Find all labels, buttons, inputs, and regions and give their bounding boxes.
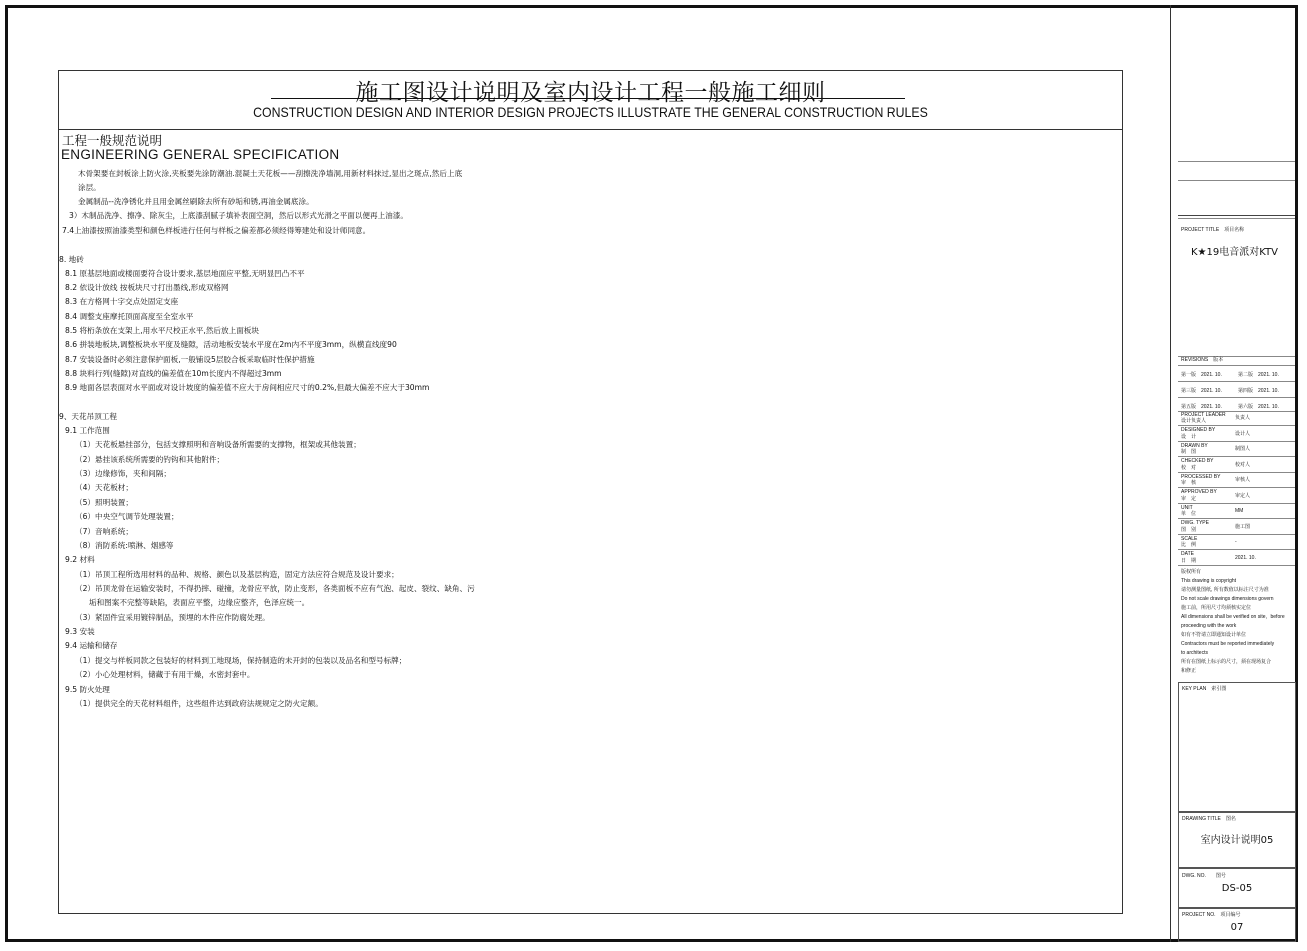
tb-divider <box>1178 456 1295 457</box>
sheet-drawing-title: 室内设计说明05 <box>1200 835 1274 846</box>
row-label-en: APPROVED BY <box>1181 489 1217 495</box>
spec-line: （1）提交与样板同款之包装好的材料到工地现场，保持制造的未开封的包装以及品名和型号标牌； <box>75 656 407 665</box>
row-value: 审核人 <box>1235 477 1251 483</box>
row-value: 制图人 <box>1235 446 1251 452</box>
spec-line: 木骨架要在封板涂上防火涂,夹板要先涂防潮油.混凝土天花板——刮擦洗净墙洞,用新材料抹过,显出之斑点,然后上底 <box>78 169 463 178</box>
spec-line: （1）吊顶工程所选用材料的品种、规格、颜色以及基层构造，固定方法应符合规范及设计要求； <box>75 570 399 579</box>
row-label-cn: 校 对 <box>1181 465 1197 471</box>
note-line: All dimensions shall be verified on site，before <box>1181 614 1285 620</box>
revision-entry: 第五版 2021. 10. <box>1181 404 1222 410</box>
row-label-cn: 审 核 <box>1181 480 1197 486</box>
spec-line: （1）提供完全的天花材料组件，这些组件达到政府法规规定之防火定额。 <box>75 699 323 708</box>
spec-line: （4）天花板材； <box>75 483 133 492</box>
note-line: This drawing is copyright <box>1181 578 1237 584</box>
spec-line: 8.1 原基层地面或楼面要符合设计要求,基层地面应平整,无明显凹凸不平 <box>65 269 305 278</box>
spec-line: （5）照明装置； <box>75 498 133 507</box>
tb-divider <box>1178 161 1295 162</box>
tb-divider <box>1178 518 1295 519</box>
note-line: to architects <box>1181 650 1208 656</box>
spec-line: 8.8 块料行列(缝隙)对直线的偏差值在10m长度内不得超过3mm <box>65 369 282 378</box>
tb-divider <box>1178 549 1295 550</box>
spec-line: 8.6 拼装地板块,调整板块水平度及缝隙，活动地板安装水平度在2m内不平度3mm，纵横直线度90 <box>65 340 397 349</box>
spec-heading-cn: 工程一般规范说明 <box>62 133 163 148</box>
key-plan-box <box>1178 682 1296 812</box>
tb-divider <box>1178 218 1295 219</box>
spec-line: （2）悬挂该系统所需要的钓钩和其他附件； <box>75 455 225 464</box>
row-label-cn: 图 别 <box>1181 527 1197 533</box>
spec-line: 9.5 防火处理 <box>65 685 110 694</box>
row-value: 审定人 <box>1235 493 1251 499</box>
row-label-cn: 比 例 <box>1181 542 1197 548</box>
row-label-en: DATE <box>1181 551 1194 557</box>
row-label-cn: 设 计 <box>1181 434 1197 440</box>
note-line: 版权所有 <box>1181 569 1202 575</box>
spec-line: （6）中央空气调节处理装置； <box>75 512 179 521</box>
spec-line: （3）紧固件宜采用镀锌制品，预埋的木件应作防腐处理。 <box>75 613 270 622</box>
row-label-cn: 设计负责人 <box>1181 418 1207 424</box>
key-plan-label: KEY PLAN 索引图 <box>1182 686 1227 692</box>
spec-line: 9.2 材料 <box>65 555 95 564</box>
spec-line: 8.4 调整支座摩托顶面高度至全室水平 <box>65 312 194 321</box>
row-label-cn: 日 期 <box>1181 558 1197 564</box>
spec-line: 垢和图案不完整等缺陷，表面应平整，边缘应整齐，色泽应统一。 <box>89 598 310 607</box>
spec-line: （1）天花板悬挂部分，包括支撑照明和音响设备所需要的支撑物，框架或其他装置； <box>75 440 361 449</box>
spec-heading-en: ENGINEERING GENERAL SPECIFICATION <box>61 147 340 162</box>
spec-line: （7）音响系统； <box>75 527 133 536</box>
spec-line: （8）消防系统:喷淋、烟感等 <box>75 541 174 550</box>
note-line: Contractors must be reported immediately <box>1181 641 1275 647</box>
spec-line: 8.9 地面各层表面对水平面或对设计坡度的偏差值不应大于房间相应尺寸的0.2%,但最大偏差不应大于30mm <box>65 383 430 392</box>
row-label-en: DESIGNED BY <box>1181 427 1216 433</box>
spec-line: （2）小心处理材料，储藏于有用干燥，水密封套中。 <box>75 670 255 679</box>
tb-divider <box>1178 180 1295 181</box>
note-line: 和修正 <box>1181 668 1197 674</box>
drawing-title-cn: 施工图设计说明及室内设计工程一般施工细则 <box>355 80 826 106</box>
tb-divider <box>1178 565 1295 566</box>
note-line: 如有不符请立即通知设计单位 <box>1181 632 1247 638</box>
tb-divider <box>1178 215 1295 216</box>
row-label-cn: 制 图 <box>1181 449 1197 455</box>
title-underline <box>271 98 905 99</box>
row-value: 施工图 <box>1235 524 1251 530</box>
tb-divider <box>1178 441 1295 442</box>
title-block <box>1170 5 1298 942</box>
tb-divider <box>1178 534 1295 535</box>
project-number-box <box>1178 908 1296 942</box>
spec-line: 9.3 安装 <box>65 627 95 636</box>
content-frame <box>58 70 1123 914</box>
row-label-en: DRAWN BY <box>1181 443 1208 449</box>
spec-line: （3）边缘修饰，夹和间隔； <box>75 469 171 478</box>
row-label-cn: 审 定 <box>1181 496 1197 502</box>
note-line: proceeding with the work <box>1181 623 1237 629</box>
drawing-title-en: CONSTRUCTION DESIGN AND INTERIOR DESIGN PROJECTS ILLUSTRATE THE GENERAL CONSTRUCTION RULES <box>253 104 928 120</box>
revision-entry: 第一版 2021. 10. <box>1181 372 1222 378</box>
row-value: 2021. 10. <box>1235 555 1256 561</box>
spec-line: 9.4 运输和储存 <box>65 641 118 650</box>
tb-divider <box>1178 487 1295 488</box>
project-number-label: PROJECT NO. 项目编号 <box>1182 912 1241 918</box>
drawing-title-label: DRAWING TITLE 图名 <box>1182 816 1236 822</box>
spec-line: 8.3 在方格网十字交点处固定支座 <box>65 297 179 306</box>
drawing-number-label: DWG. NO. 图号 <box>1182 873 1226 879</box>
note-line: 施工前，所用尺寸均须核实定位 <box>1181 605 1252 611</box>
tb-divider <box>1178 472 1295 473</box>
row-value: 负责人 <box>1235 415 1251 421</box>
revision-entry: 第四版 2021. 10. <box>1238 388 1279 394</box>
row-label-cn: 单 位 <box>1181 511 1197 517</box>
note-line: 所有在图纸上标示的尺寸，须在现场复合 <box>1181 659 1272 665</box>
row-label-en: PROCESSED BY <box>1181 474 1221 480</box>
spec-line: 涂层。 <box>78 183 101 192</box>
row-label-en: PROJECT LEADER <box>1181 412 1226 418</box>
title-separator <box>59 129 1122 130</box>
spec-line: 8.2 依设计放线 按板块尺寸打出墨线,形成双格网 <box>65 283 229 292</box>
revision-entry: 第二版 2021. 10. <box>1238 372 1279 378</box>
spec-line: （2）吊顶龙骨在运输安装时，不得扔摔、碰撞，龙骨应平放，防止变形，各类面板不应有气泡、起皮、裂纹、缺角、污 <box>75 584 475 593</box>
spec-line: 7.4上油漆按照油漆类型和颜色样板进行任何与样板之偏差都必须经得筹建处和设计师同意。 <box>62 226 371 235</box>
row-label-en: DWG. TYPE <box>1181 520 1209 526</box>
project-number: 07 <box>1230 922 1244 933</box>
tb-divider <box>1178 381 1295 382</box>
spec-line: 8.7 安装设备时必须注意保护面板,一般铺设5层胶合板采取临时性保护措施 <box>65 355 315 364</box>
spec-line: 3）木制品洗净、擦净、除灰尘，上底漆刮腻子填补表面空洞，然后以形式光滑之平面以便再上油漆。 <box>69 211 408 220</box>
revisions-label: REVISIONS 版本 <box>1181 357 1224 363</box>
row-value: 设计人 <box>1235 431 1251 437</box>
row-label-en: SCALE <box>1181 536 1198 542</box>
row-value: 校对人 <box>1235 462 1251 468</box>
spec-line: 9、天花吊顶工程 <box>59 412 117 421</box>
drawing-title-box <box>1178 812 1296 868</box>
note-line: 请勿测量图纸, 所有数值以标注尺寸为准 <box>1181 587 1269 593</box>
drawing-number: DS-05 <box>1221 883 1253 894</box>
tb-divider <box>1178 425 1295 426</box>
row-label-en: UNIT <box>1181 505 1193 511</box>
row-value: MM <box>1235 508 1244 514</box>
row-label-en: CHECKED BY <box>1181 458 1214 464</box>
tb-divider <box>1178 503 1295 504</box>
drawing-number-box <box>1178 868 1296 908</box>
row-value: - <box>1235 539 1237 545</box>
project-title-label: PROJECT TITLE 项目名称 <box>1181 227 1245 233</box>
revision-entry: 第六版 2021. 10. <box>1238 404 1279 410</box>
tb-divider <box>1178 365 1295 366</box>
spec-line: 8.5 将桁条放在支架上,用水平尺校正水平,然后放上面板块 <box>65 326 259 335</box>
spec-line: 8. 地砖 <box>59 255 84 264</box>
note-line: Do not scale drawings dimensions govern <box>1181 596 1274 602</box>
spec-line: 金属制品--洗净锈化并且用金属丝刷除去所有砂垢和锈,再油金属底涂。 <box>78 197 314 206</box>
revision-entry: 第三版 2021. 10. <box>1181 388 1222 394</box>
spec-line: 9.1 工作范围 <box>65 426 110 435</box>
project-title: K★19电音派对KTV <box>1191 247 1278 258</box>
tb-divider <box>1178 397 1295 398</box>
